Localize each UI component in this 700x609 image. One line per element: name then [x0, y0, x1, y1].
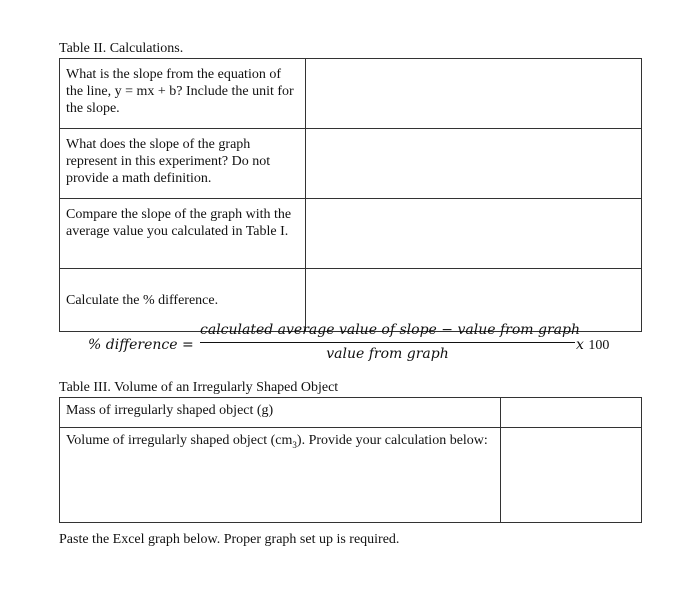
percent-difference-formula — [88, 320, 628, 370]
slope-answer-cell[interactable] — [306, 59, 642, 129]
formula-denominator: value from graph — [326, 346, 449, 362]
calculations-table — [59, 58, 642, 332]
multiplier-value: 100 — [588, 338, 610, 353]
fraction-bar — [200, 342, 575, 343]
formula-lhs: % difference = — [88, 337, 194, 353]
volume-label-sub: 3 — [292, 439, 297, 450]
multiplier-x: x — [576, 337, 584, 353]
table-row — [60, 398, 642, 428]
slope-meaning-question: What does the slope of the graph represent in this experiment? Do not provide a math definition. — [60, 129, 306, 199]
mass-label: Mass of irregularly shaped object (g) — [60, 398, 501, 428]
volume-label-prefix: Volume of irregularly shaped object (cm — [66, 433, 293, 448]
slope-meaning-answer-cell[interactable] — [306, 129, 642, 199]
formula-multiplier — [576, 337, 609, 354]
table-iii-caption: Table III. Volume of an Irregularly Shaped Object — [59, 380, 339, 395]
volume-label-suffix: ). Provide your calculation below: — [296, 433, 488, 448]
table-ii-caption: Table II. Calculations. — [59, 41, 184, 56]
table-row — [60, 59, 642, 129]
volume-table — [59, 397, 642, 523]
formula-numerator: calculated average value of slope − value from graph — [200, 322, 580, 338]
volume-value-cell[interactable] — [501, 428, 642, 523]
compare-slope-answer-cell[interactable] — [306, 199, 642, 269]
percent-difference-question: Calculate the % difference. — [60, 269, 306, 332]
paste-graph-instruction: Paste the Excel graph below. Proper graph set up is required. — [59, 532, 400, 547]
compare-slope-question: Compare the slope of the graph with the average value you calculated in Table I. — [60, 199, 306, 269]
table-row — [60, 428, 642, 523]
formula-fraction — [200, 320, 580, 363]
table-row — [60, 199, 642, 269]
slope-question: What is the slope from the equation of the line, y = mx + b? Include the unit for the slope. — [60, 59, 306, 129]
volume-label — [60, 428, 501, 523]
mass-value-cell[interactable] — [501, 398, 642, 428]
table-row — [60, 129, 642, 199]
